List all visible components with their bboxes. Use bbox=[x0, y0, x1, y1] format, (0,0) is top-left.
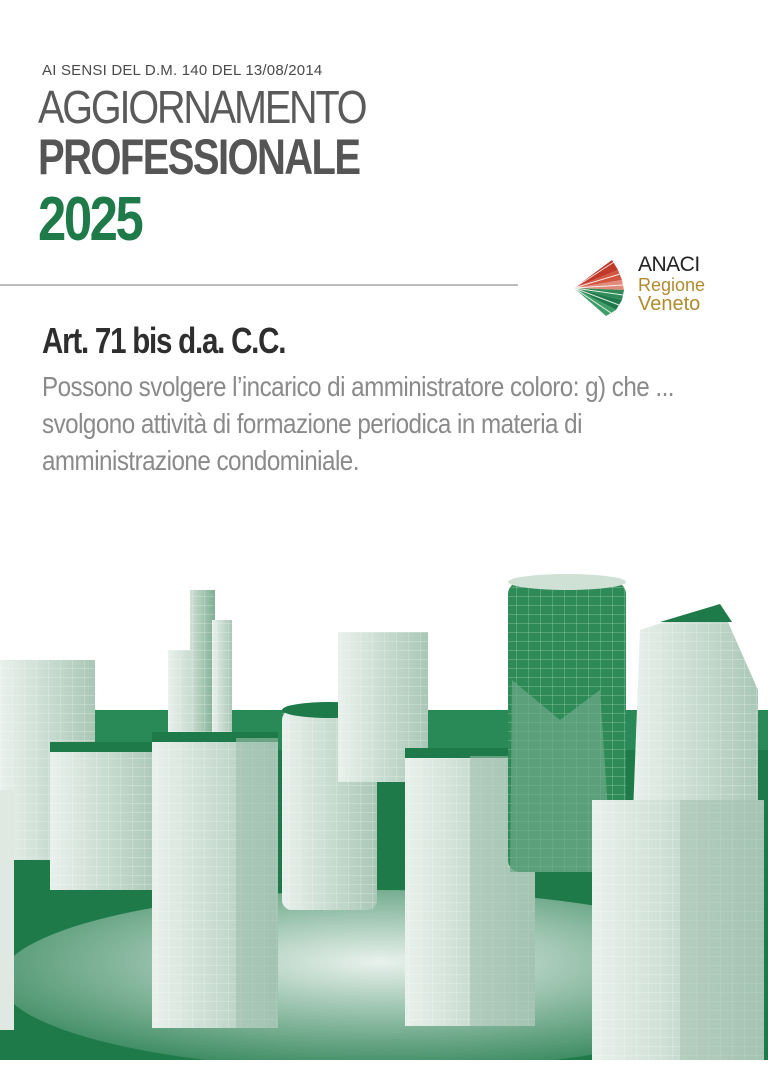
city-skyline-illustration bbox=[0, 560, 768, 1086]
logo-text-anaci: ANACI bbox=[638, 253, 700, 276]
legal-reference: AI SENSI DEL D.M. 140 DEL 13/08/2014 bbox=[42, 62, 323, 79]
anaci-fan-logo-icon bbox=[572, 254, 634, 320]
anaci-logo bbox=[572, 254, 732, 320]
header-divider bbox=[0, 284, 518, 286]
title-year: 2025 bbox=[38, 185, 142, 254]
article-body: Possono svolgere l’incarico di amministratore coloro: g) che ... svolgono attività di formazione periodica in materia di amministrazione condominiale. bbox=[42, 371, 675, 476]
title-line-1: AGGIORNAMENTO bbox=[38, 81, 366, 133]
title-line-2: PROFESSIONALE bbox=[38, 129, 360, 185]
logo-text-regione: Regione bbox=[638, 275, 706, 295]
logo-text-veneto: Veneto bbox=[638, 293, 701, 315]
article-title: Art. 71 bis d.a. C.C. bbox=[42, 320, 286, 361]
